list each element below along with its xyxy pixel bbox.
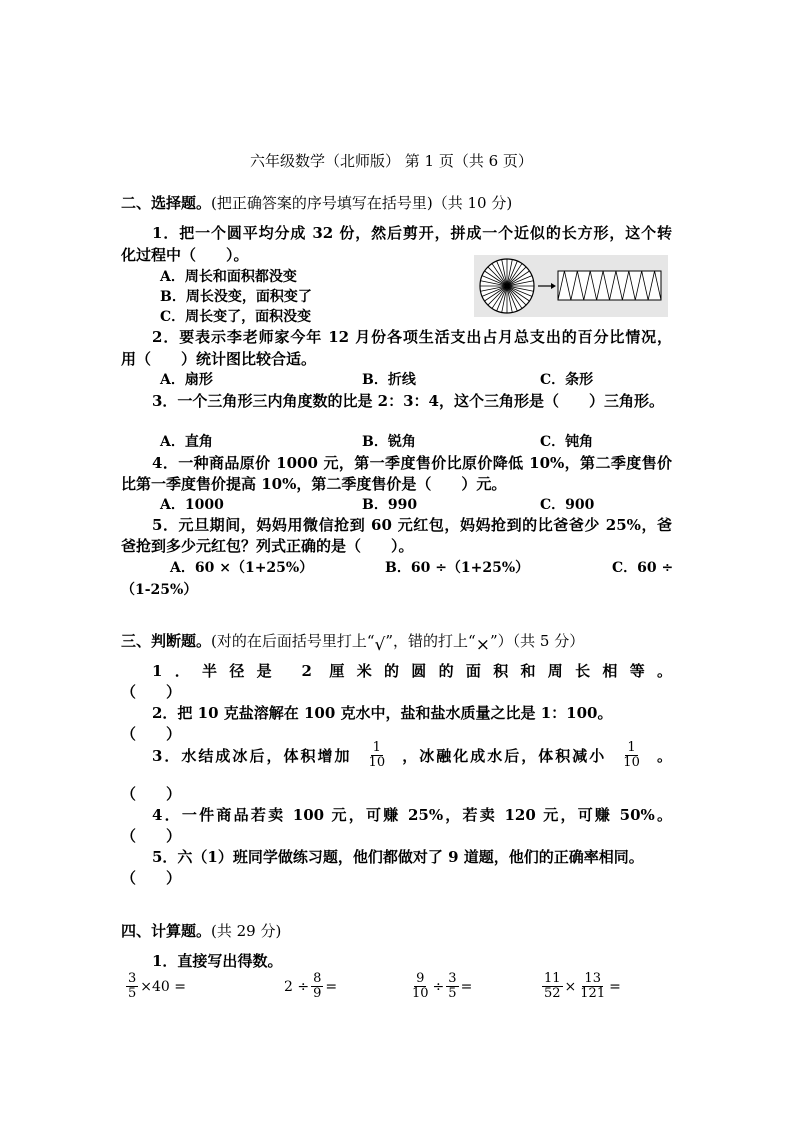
operator: = — [325, 978, 338, 995]
operator: ÷ — [432, 978, 445, 995]
judge-item-1-paren[interactable]: （ ） — [121, 683, 182, 701]
numerator: 13 — [584, 971, 601, 986]
section-4-title — [121, 920, 281, 941]
q1-line2: 化过程中（ ）。 — [121, 246, 249, 264]
q5-option-c-continued: （1-25%） — [121, 582, 198, 598]
denominator: 121 — [580, 986, 606, 1001]
q2-option-a: A．扇形 — [160, 372, 213, 388]
fraction-numerator: 1 — [627, 740, 636, 755]
judge-item-3-text-c: 。 — [656, 747, 672, 765]
calc-item-4 — [540, 972, 621, 1001]
q4-line1: 4．一种商品原价 1000 元，第一季度售价比原价降低 10%，第二季度售价 — [152, 454, 672, 472]
check-mark-symbol: √ — [374, 635, 386, 655]
judge-item-4: 4．一件商品若卖 100 元，可赚 25%，若卖 120 元，可赚 50%。 — [152, 806, 672, 824]
fraction — [578, 972, 607, 1001]
judge-item-3-text-a: 3．水结成冰后，体积增加 — [152, 747, 352, 765]
denominator: 5 — [448, 986, 457, 1001]
equals: = — [609, 978, 621, 995]
q3-line1: 3．一个三角形三内角度数的比是 2：3：4，这个三角形是（ ）三角形。 — [152, 392, 664, 410]
judge-item-1: 1．半径是 2 厘米的圆的面积和周长相等。 — [152, 662, 672, 680]
judge-item-2-paren[interactable]: （ ） — [121, 725, 182, 743]
circle-to-rectangle-figure — [474, 255, 668, 317]
equals: = — [460, 978, 473, 995]
section-4-note: (共 29 分) — [211, 922, 282, 940]
section-2-heading: 二、选择题。 — [121, 194, 212, 212]
section-3-note-c: ”）（共 5 分） — [489, 632, 585, 650]
page-header: 六年级数学（北师版） 第 1 页（共 6 页） — [250, 152, 533, 170]
judge-item-5-paren[interactable]: （ ） — [121, 869, 182, 887]
section-3-note-b: ”，错的打上“ — [385, 632, 476, 650]
section-3-title — [121, 630, 585, 655]
fraction-one-tenth — [621, 741, 642, 770]
circle-to-rectangle-illustration — [474, 255, 668, 317]
calc-item-2 — [284, 972, 337, 1001]
q5-option-b: B．60 ÷（1+25%） — [385, 560, 530, 576]
judge-item-3-text-b: ，冰融化成水后，体积减小 — [402, 747, 607, 765]
operator: × — [564, 978, 577, 995]
numerator: 3 — [448, 971, 457, 986]
section-2-title — [121, 192, 512, 213]
judge-item-3 — [152, 741, 672, 770]
q5-option-c: C．60 ÷ — [612, 560, 674, 576]
fraction-denominator: 10 — [368, 755, 386, 770]
q4-option-b: B．990 — [362, 497, 418, 513]
judge-item-4-paren[interactable]: （ ） — [121, 827, 182, 845]
q2-line2: 用（ ）统计图比较合适。 — [121, 350, 317, 368]
q5-option-a: A．60 ×（1+25%） — [170, 560, 314, 576]
calc-subtitle: 1．直接写出得数。 — [152, 952, 283, 970]
fraction — [542, 972, 563, 1001]
operator-prefix: 2 ÷ — [284, 978, 310, 995]
operator: ×40 = — [140, 978, 187, 995]
judge-item-3-paren[interactable]: （ ） — [121, 785, 182, 803]
q2-option-b: B．折线 — [362, 372, 416, 388]
denominator: 5 — [128, 986, 137, 1001]
fraction — [410, 972, 431, 1001]
q2-option-c: C．条形 — [540, 372, 594, 388]
fraction-numerator: 1 — [372, 740, 381, 755]
denominator: 52 — [544, 986, 561, 1001]
q1-option-c: C．周长变了，面积没变 — [160, 309, 312, 325]
denominator: 9 — [313, 986, 322, 1001]
q1-line1: 1．把一个圆平均分成 32 份，然后剪开，拼成一个近似的长方形，这个转 — [152, 224, 672, 242]
q5-line2: 爸抢到多少元红包？列式正确的是（ ）。 — [121, 537, 414, 555]
fraction — [311, 972, 323, 1001]
q4-option-c: C．900 — [540, 497, 595, 513]
calc-item-3 — [408, 972, 472, 1001]
fraction-one-tenth — [367, 741, 388, 770]
q4-option-a: A．1000 — [160, 497, 224, 513]
q1-option-b: B．周长没变，面积变了 — [160, 289, 312, 305]
calc-item-1 — [124, 972, 186, 1001]
fraction — [446, 972, 458, 1001]
cross-mark-symbol: × — [475, 635, 490, 655]
denominator: 10 — [412, 986, 429, 1001]
numerator: 8 — [313, 971, 322, 986]
q3-option-a: A．直角 — [160, 434, 213, 450]
judge-item-5: 5．六（1）班同学做练习题，他们都做对了 9 道题，他们的正确率相同。 — [152, 848, 644, 866]
q3-option-b: B．锐角 — [362, 434, 416, 450]
judge-item-2: 2．把 10 克盐溶解在 100 克水中，盐和盐水质量之比是 1：100。 — [152, 704, 613, 722]
q3-option-c: C．钝角 — [540, 434, 594, 450]
numerator: 3 — [128, 971, 137, 986]
q4-line2: 比第一季度售价提高 10%，第二季度售价是（ ）元。 — [121, 475, 507, 493]
numerator: 11 — [544, 971, 561, 986]
fraction-denominator: 10 — [623, 755, 640, 770]
section-3-note-a: (对的在后面括号里打上“ — [211, 632, 375, 650]
q5-line1: 5．元旦期间，妈妈用微信抢到 60 元红包，妈妈抢到的比爸爸少 25%，爸 — [152, 516, 672, 534]
section-2-note: (把正确答案的序号填写在括号里)（共 10 分) — [211, 194, 513, 212]
numerator: 9 — [416, 971, 425, 986]
section-4-heading: 四、计算题。 — [121, 922, 212, 940]
q2-line1: 2．要表示李老师家今年 12 月份各项生活支出占月总支出的百分比情况， — [152, 328, 672, 346]
section-3-heading: 三、判断题。 — [121, 632, 212, 650]
q1-option-a: A．周长和面积都没变 — [160, 269, 297, 285]
fraction — [126, 972, 138, 1001]
